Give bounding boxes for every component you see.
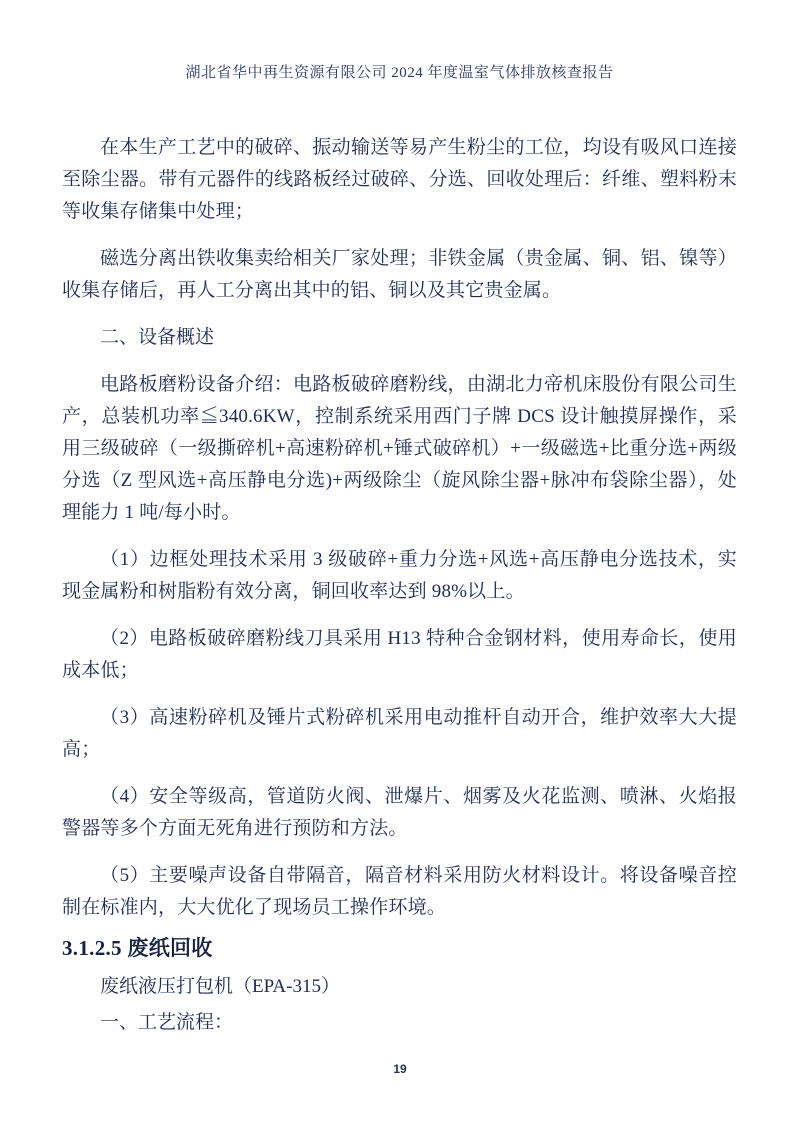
heading-equipment-overview: 二、设备概述 [100, 327, 215, 348]
paragraph-item-2: （2）电路板破碎磨粉线刀具采用 H13 特种合金钢材料，使用寿命长，使用成本低； [62, 628, 737, 681]
sub-line-baler-model: 废纸液压打包机（EPA-315） [100, 976, 340, 997]
paragraph-magnetic-separation: 磁选分离出铁收集卖给相关厂家处理；非铁金属（贵金属、铜、铝、镍等）收集存储后，再人工分离出其中的铝、铜以及其它贵金属。 [62, 248, 737, 301]
document-body [62, 132, 737, 1039]
paragraph-item-4: （4）安全等级高，管道防火阀、泄爆片、烟雾及火花监测、喷淋、火焰报警器等多个方面无死角进行预防和方法。 [62, 786, 737, 839]
paragraph-item-5: （5）主要噪声设备自带隔音，隔音材料采用防火材料设计。将设备噪音控制在标准内，大大优化了现场员工操作环境。 [62, 865, 737, 918]
page-number: 19 [393, 1062, 407, 1076]
paragraph-item-3: （3）高速粉碎机及锤片式粉碎机采用电动推杆自动开合，维护效率大大提高； [62, 707, 737, 760]
paragraph-item-1: （1）边框处理技术采用 3 级破碎+重力分选+风选+高压静电分选技术，实现金属粉和树脂粉有效分离，铜回收率达到 98%以上。 [62, 549, 737, 602]
section-heading-waste-paper-recycling: 3.1.2.5 废纸回收 [62, 936, 213, 960]
document-header-title: 湖北省华中再生资源有限公司 2024 年度温室气体排放核查报告 [185, 65, 614, 81]
paragraph-dust-collection: 在本生产工艺中的破碎、振动输送等易产生粉尘的工位，均设有吸风口连接至除尘器。带有元器件的线路板经过破碎、分选、回收处理后：纤维、塑料粉末等收集存储集中处理； [62, 137, 737, 222]
paragraph-circuit-board-line-intro: 电路板磨粉设备介绍：电路板破碎磨粉线，由湖北力帝机床股份有限公司生产，总装机功率≦340.6KW，控制系统采用西门子牌 DCS 设计触摸屏操作，采用三级破碎（一级撕碎机+高速粉碎机+锤式破碎机）+一级磁选+比重分选+两级分选（Z 型风选+高压静电分选)+两级除尘（旋风除尘器+脉冲布袋除尘器），处理能力 1 吨/每小时。 [62, 374, 737, 523]
sub-line-process-flow: 一、工艺流程： [100, 1012, 234, 1033]
